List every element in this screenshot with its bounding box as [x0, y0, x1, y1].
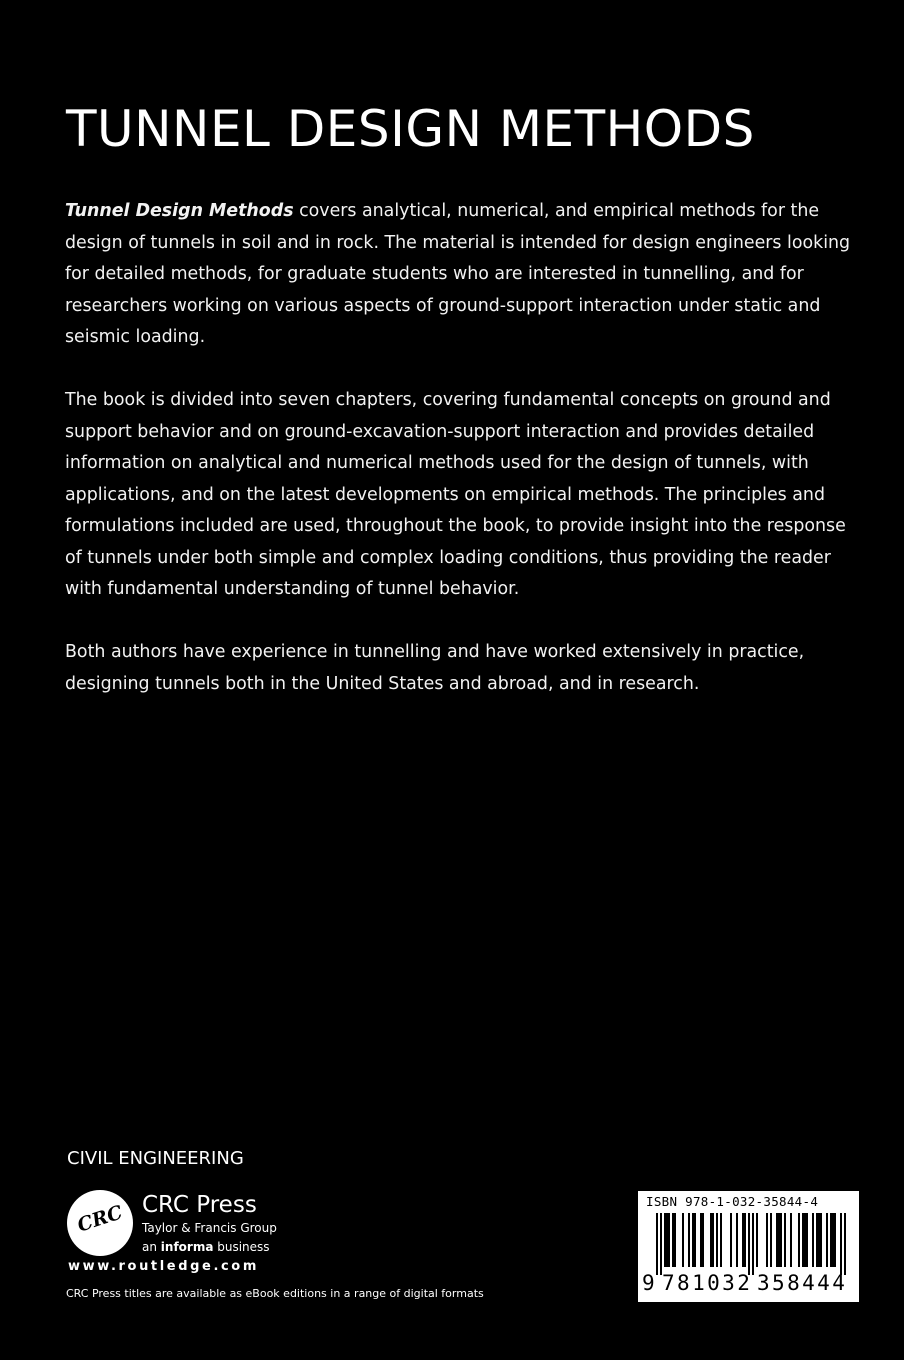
barcode-bar	[664, 1213, 666, 1267]
blurb-paragraph-2: The book is divided into seven chapters, covering fundamental concepts on ground and support behavior and on ground-excavation-support interaction and provides detailed information on analytical and numerical methods used for the design of tunnels, with applications, and on the latest developments on empirical methods. The principles and formulations included are used, throughout the book, to provide insight into the response of tunnels under both simple and complex loading conditions, thus providing the reader with fundamental understanding of tunnel behavior.	[65, 390, 846, 599]
publisher-website: www.routledge.com	[68, 1259, 259, 1274]
barcode-bar	[830, 1213, 832, 1267]
barcode-bar	[730, 1213, 732, 1267]
barcode-bar	[682, 1213, 684, 1267]
barcode-bar	[742, 1213, 744, 1267]
barcode-bar	[666, 1213, 668, 1267]
barcode-lead-digit: 9	[642, 1271, 655, 1295]
barcode-bar	[700, 1213, 702, 1267]
barcode-bar	[660, 1213, 662, 1275]
blurb-book-title: Tunnel Design Methods	[65, 201, 294, 221]
publisher-name: CRC Press	[142, 1192, 257, 1218]
blurb-paragraph-1	[65, 196, 855, 354]
barcode-bar	[806, 1213, 808, 1267]
barcode-digit-group-1: 781032	[662, 1271, 753, 1295]
barcode-bar	[692, 1213, 694, 1267]
barcode-bar	[780, 1213, 782, 1267]
barcode-bar	[752, 1213, 754, 1275]
publisher-group: Taylor & Francis Group	[142, 1221, 277, 1235]
barcode-bar	[770, 1213, 772, 1267]
barcode-bar	[716, 1213, 718, 1267]
crc-logo-text: CRC	[74, 1201, 126, 1237]
ebook-note: CRC Press titles are available as eBook editions in a range of digital formats	[66, 1287, 484, 1300]
blurb	[65, 196, 855, 732]
barcode-bar	[674, 1213, 676, 1267]
business-prefix: an	[142, 1240, 161, 1254]
barcode-bar	[826, 1213, 828, 1267]
book-title: TUNNEL DESIGN METHODS	[66, 100, 755, 158]
barcode-bar	[802, 1213, 804, 1267]
barcode-bar	[712, 1213, 714, 1267]
barcode-bar	[840, 1213, 842, 1275]
barcode-bar	[668, 1213, 670, 1267]
barcode-bar	[710, 1213, 712, 1267]
subject-category: CIVIL ENGINEERING	[67, 1148, 244, 1169]
business-brand: informa	[160, 1240, 214, 1254]
barcode-bar	[818, 1213, 820, 1267]
barcode-bar	[744, 1213, 746, 1267]
barcode-bar	[766, 1213, 768, 1267]
barcode-bar	[804, 1213, 806, 1267]
barcode-bar	[776, 1213, 778, 1267]
barcode-bar	[798, 1213, 800, 1267]
barcode-bar	[672, 1213, 674, 1267]
barcode-bar	[736, 1213, 738, 1267]
barcode-bar	[834, 1213, 836, 1267]
business-suffix: business	[213, 1240, 270, 1254]
barcode-digit-group-2: 358444	[757, 1271, 848, 1295]
barcode-bar	[720, 1213, 722, 1267]
publisher-business	[142, 1240, 270, 1254]
isbn-label: ISBN 978-1-032-35844-4	[646, 1194, 819, 1209]
barcode-bar	[812, 1213, 814, 1267]
blurb-paragraph-1-text: covers analytical, numerical, and empirical methods for the design of tunnels in soil and in rock. The material is intended for design engineers looking for detailed methods, for graduate students who are interested in tunnelling, and for researchers working on various aspects of ground-support interaction under static and seismic loading.	[65, 201, 851, 347]
barcode-bar	[816, 1213, 818, 1267]
barcode-bar	[832, 1213, 834, 1267]
barcode-icon	[642, 1213, 855, 1275]
barcode-bar	[778, 1213, 780, 1267]
blurb-paragraph-3: Both authors have experience in tunnelling and have worked extensively in practice, designing tunnels both in the United States and abroad, and in research.	[65, 642, 805, 694]
barcode-bar	[784, 1213, 786, 1267]
barcode-bar	[702, 1213, 704, 1267]
isbn-barcode-box	[638, 1191, 859, 1302]
barcode-bar	[688, 1213, 690, 1267]
crc-logo-icon	[67, 1190, 133, 1256]
barcode-bar	[844, 1213, 846, 1275]
barcode-bar	[790, 1213, 792, 1267]
barcode-bar	[656, 1213, 658, 1275]
barcode-bar	[748, 1213, 750, 1275]
barcode-bar	[820, 1213, 822, 1267]
barcode-bar	[694, 1213, 696, 1267]
barcode-bar	[756, 1213, 758, 1267]
